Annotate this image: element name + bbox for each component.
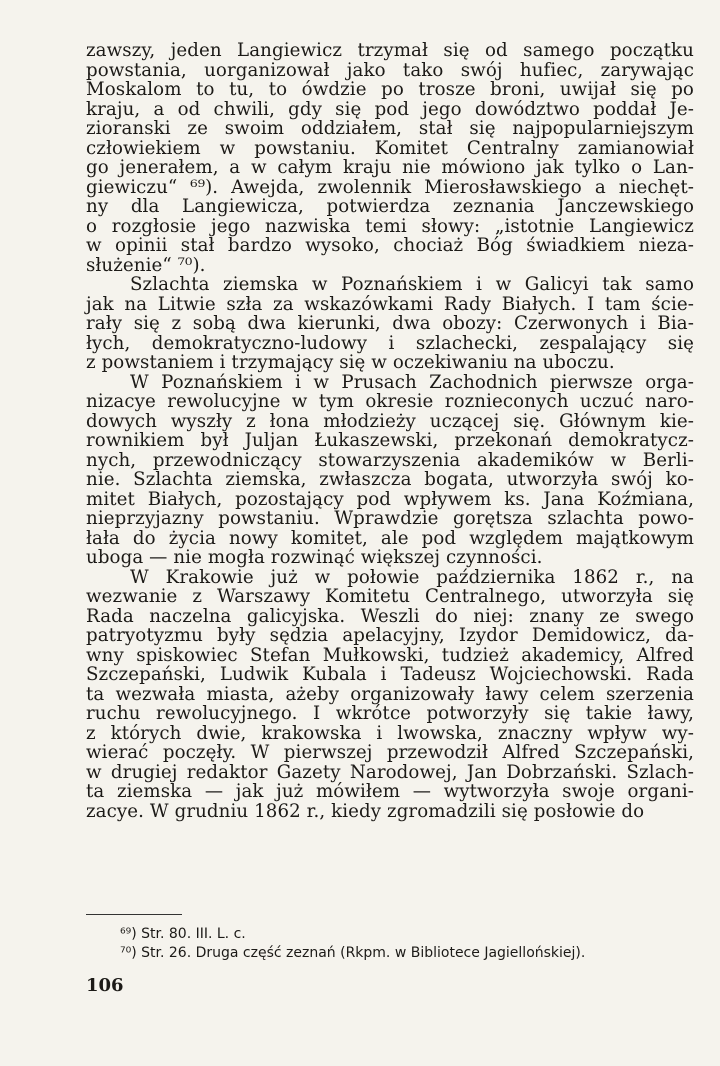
text-line: w drugiej redaktor Gazety Narodowej, Jan Dobrzański. Szlach- [86,761,694,783]
text-line: Moskalom to tu, to ówdzie po trosze broni, uwijał się po [86,79,694,100]
paragraph [86,275,694,373]
text-line: nie. Szlachta ziemska, zwłaszcza bogata, utworzyła swój ko- [86,469,694,490]
text-line: dowych wyszły z łona młodzieży uczącej się. Głównym kie- [86,410,694,432]
paragraph [86,568,694,822]
text-line: nych, przewodniczący stowarzyszenia akademików w Berli- [86,449,694,471]
text-line: łych, demokratyczno-ludowy i szlachecki, zespalający się [86,332,694,354]
footnote: ⁶⁹) Str. 80. III. L. c. [120,926,246,942]
footnotes [120,925,700,963]
text-line: zacye. W grudniu 1862 r., kiedy zgromadzili się posłowie do [86,800,645,822]
text-line: W Poznańskiem i w Prusach Zachodnich pierwsze orga- [130,371,694,393]
text-line: wezwanie z Warszawy Komitetu Centralnego, utworzyła się [86,586,694,607]
text-line: wny spiskowiec Stefan Mułkowski, tudzież akademicy, Alfred [86,644,694,666]
text-line: giewiczu“ ⁶⁹). Awejda, zwolennik Mierosławskiego a niechęt- [86,176,694,198]
text-line: uboga — nie mogła rozwinąć większej czynności. [86,547,543,568]
text-line: mitet Białych, pozostający pod wpływem ks. Jana Koźmiana, [86,488,694,510]
paragraph [86,373,694,568]
body-text [86,41,694,821]
text-line: wierać poczęły. W pierwszej przewodził Alfred Szczepański, [86,742,694,763]
text-line: patryotyzmu były sędzia apelacyjny, Izydor Demidowicz, da- [86,625,694,646]
text-line: z których dwie, krakowska i lwowska, znaczny wpływ wy- [86,722,694,744]
paragraph [86,41,694,275]
footnote: ⁷⁰) Str. 26. Druga część zeznań (Rkpm. w Bibliotece Jagiellońskiej). [120,945,586,961]
text-line: Szlachta ziemska w Poznańskiem i w Galicyi tak samo [130,274,694,295]
text-line: służenie“ ⁷⁰). [86,254,206,276]
text-line: Rada naczelna galicyjska. Weszli do niej: znany ze swego [86,605,694,627]
text-line: W Krakowie już w połowie października 1862 r., na [130,566,694,588]
text-line: z powstaniem i trzymający się w oczekiwaniu na uboczu. [86,352,615,373]
text-line: nizacye rewolucyjne w tym okresie roznieconych uczuć naro- [86,391,694,412]
text-line: Szczepański, Ludwik Kubala i Tadeusz Wojciechowski. Rada [86,664,694,685]
text-line: ny dla Langiewicza, potwierdza zeznania Janczewskiego [86,196,694,217]
text-line: powstania, uorganizował jako tako swój hufiec, zarywając [86,59,694,81]
text-line: nieprzyjazny powstaniu. Wprawdzie gorętsza szlachta powo- [86,508,694,529]
text-line: ruchu rewolucyjnego. I wkrótce potworzyły się takie ławy, [86,703,694,724]
text-line: jak na Litwie szła za wskazówkami Rady Białych. I tam ście- [86,293,694,315]
text-line: rownikiem był Juljan Łukaszewski, przekonań demokratycz- [86,430,694,451]
page-number: 106 [86,975,124,996]
text-line: łała do życia nowy komitet, ale pod względem majątkowym [86,527,694,549]
text-line: człowiekiem w powstaniu. Komitet Centralny zamianowiał [86,137,694,159]
footnote-separator [86,914,182,915]
text-line: ta ziemska — jak już mówiłem — wytworzyła swoje organi- [86,781,694,802]
text-line: kraju, a od chwili, gdy się pod jego dowództwo poddał Je- [86,98,694,120]
text-line: go jenerałem, a w całym kraju nie mówiono jak tylko o Lan- [86,157,694,178]
text-line: ta wezwała miasta, ażeby organizowały ławy celem szerzenia [86,683,694,705]
text-line: w opinii stał bardzo wysoko, chociaż Bóg świadkiem nieza- [86,235,694,256]
text-line: rały się z sobą dwa kierunki, dwa obozy: Czerwonych i Bia- [86,313,694,334]
text-line: zawszy, jeden Langiewicz trzymał się od samego początku [86,40,694,61]
text-line: zioranski ze swoim oddziałem, stał się najpopularniejszym [86,118,694,139]
text-line: o rozgłosie jego nazwiska temi słowy: „istotnie Langiewicz [86,215,694,237]
